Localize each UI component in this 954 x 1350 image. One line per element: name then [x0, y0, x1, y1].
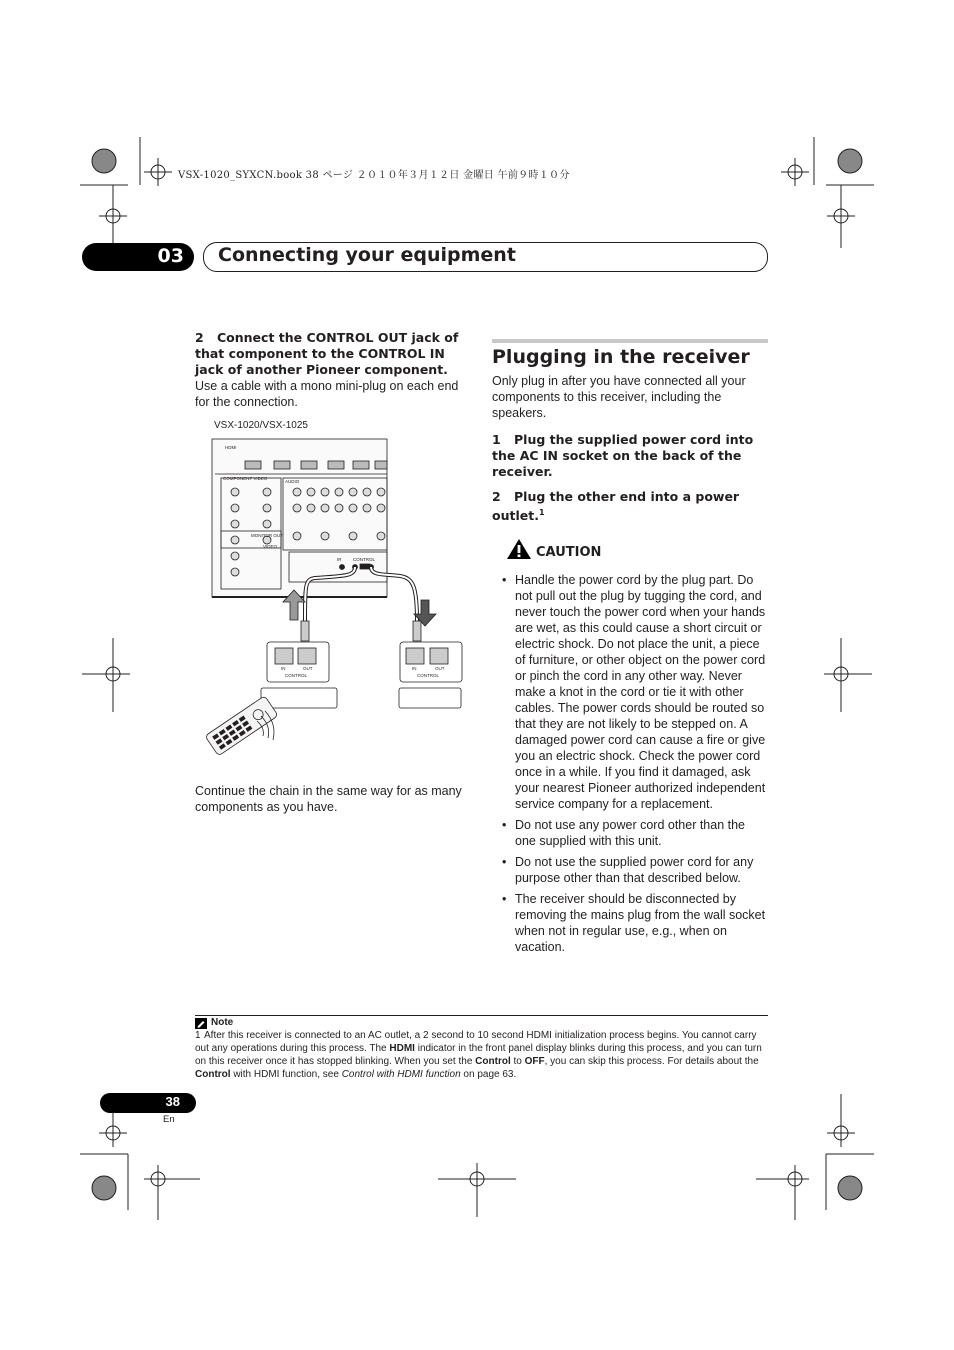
chapter-title: Connecting your equipment: [218, 244, 516, 266]
caution-heading: [506, 538, 768, 566]
note-rule: [195, 1015, 768, 1016]
diagram-label-control-receiver: CONTROL: [353, 557, 376, 562]
diagram-label-in-left: IN: [281, 666, 286, 671]
pencil-note-icon: [195, 1018, 207, 1029]
closing-text: Continue the chain in the same way for as many components as you have.: [195, 784, 462, 814]
chapter-number: 03: [157, 245, 184, 267]
step2-number: 2: [195, 330, 204, 345]
step2-text: 2 Plug the other end into a power outlet.$^1$: [492, 489, 740, 524]
section-title: Plugging in the receiver: [492, 346, 750, 368]
diagram-label-audio: AUDIO: [285, 479, 300, 484]
caution-item: • The receiver should be disconnected by removing the mains plug from the wall socket when not in regular use, e.g., when on vacation.: [502, 892, 766, 955]
connection-diagram: [195, 436, 470, 781]
caution-item: • Handle the power cord by the plug part. Do not pull out the plug by tugging the cord, and never touch the power cord when your hands are wet, as this could cause a short circuit or electric shock. Do not place the unit, a piece of furniture, or other object on the power cord or pinch the cord in any other way. Never make a knot in the cord or tie it with other cables. The power cords should be routed so that they are not likely to be stepped on. A damaged power cord can cause a fire or give you an electric shock. Check the power cord once in a while. If you find it damaged, ask your nearest Pioneer authorized independent service company for a replacement.: [502, 573, 766, 812]
diagram-caption: VSX-1020/VSX-1025: [214, 420, 308, 431]
print-header: VSX-1020_SYXCN.book 38 ページ ２０１０年３月１２日 金曜日 午前９時１０分: [178, 170, 570, 181]
diagram-label-ir: IR: [337, 557, 342, 562]
warning-triangle-icon: [506, 538, 532, 560]
page-number-badge: [100, 1093, 196, 1113]
note-label: Note: [211, 1017, 234, 1028]
diagram-label-control-right: CONTROL: [417, 673, 440, 678]
closing-text-block: [195, 783, 465, 815]
page-number: 38: [165, 1094, 180, 1109]
note-text: 1 After this receiver is connected to an AC outlet, a 2 second to 10 second HDMI initialization process begins. You cannot carry out any operations during this process. The HDMI indicator in the front panel display blinks during this process, and you can turn on this receiver once it has stopped blinking. When you set the Control to OFF, you can skip this process. For details about the Control with HDMI function, see Control with HDMI function on page 63.: [195, 1030, 762, 1080]
diagram-label-out-left: OUT: [303, 666, 313, 671]
caution-item: • Do not use any power cord other than the one supplied with this unit.: [502, 818, 746, 849]
diagram-label-monitor-out: MONITOR OUT: [251, 533, 283, 538]
page-language: En: [163, 1114, 175, 1125]
caution-list: [492, 572, 768, 955]
caution-label: CAUTION: [536, 545, 602, 561]
step2-heading: 2 Connect the CONTROL OUT jack of that component to the CONTROL IN jack of another Pioneer component.: [195, 330, 459, 377]
section-rule: [492, 339, 768, 343]
diagram-label-video: VIDEO: [263, 544, 278, 549]
caution-item: • Do not use the supplied power cord for any purpose other than that described below.: [502, 855, 754, 886]
diagram-label-in-right: IN: [412, 666, 417, 671]
intro-text: Only plug in after you have connected all your components to this receiver, including the speakers.: [492, 374, 746, 420]
right-column: [492, 339, 768, 960]
diagram-label-component-video: COMPONENT VIDEO: [223, 476, 268, 481]
diagram-label-hdmi: HDMI: [225, 445, 237, 450]
step1-text: 1 Plug the supplied power cord into the AC IN socket on the back of the receiver.: [492, 432, 754, 479]
footnote-ref: 1: [538, 508, 545, 517]
step2-body: Use a cable with a mono mini-plug on each end for the connection.: [195, 379, 459, 409]
chapter-title-box: [203, 242, 768, 272]
left-column: [195, 330, 465, 410]
diagram-label-control-left: CONTROL: [285, 673, 308, 678]
chapter-badge: [82, 243, 194, 271]
diagram-label-out-right: OUT: [435, 666, 445, 671]
